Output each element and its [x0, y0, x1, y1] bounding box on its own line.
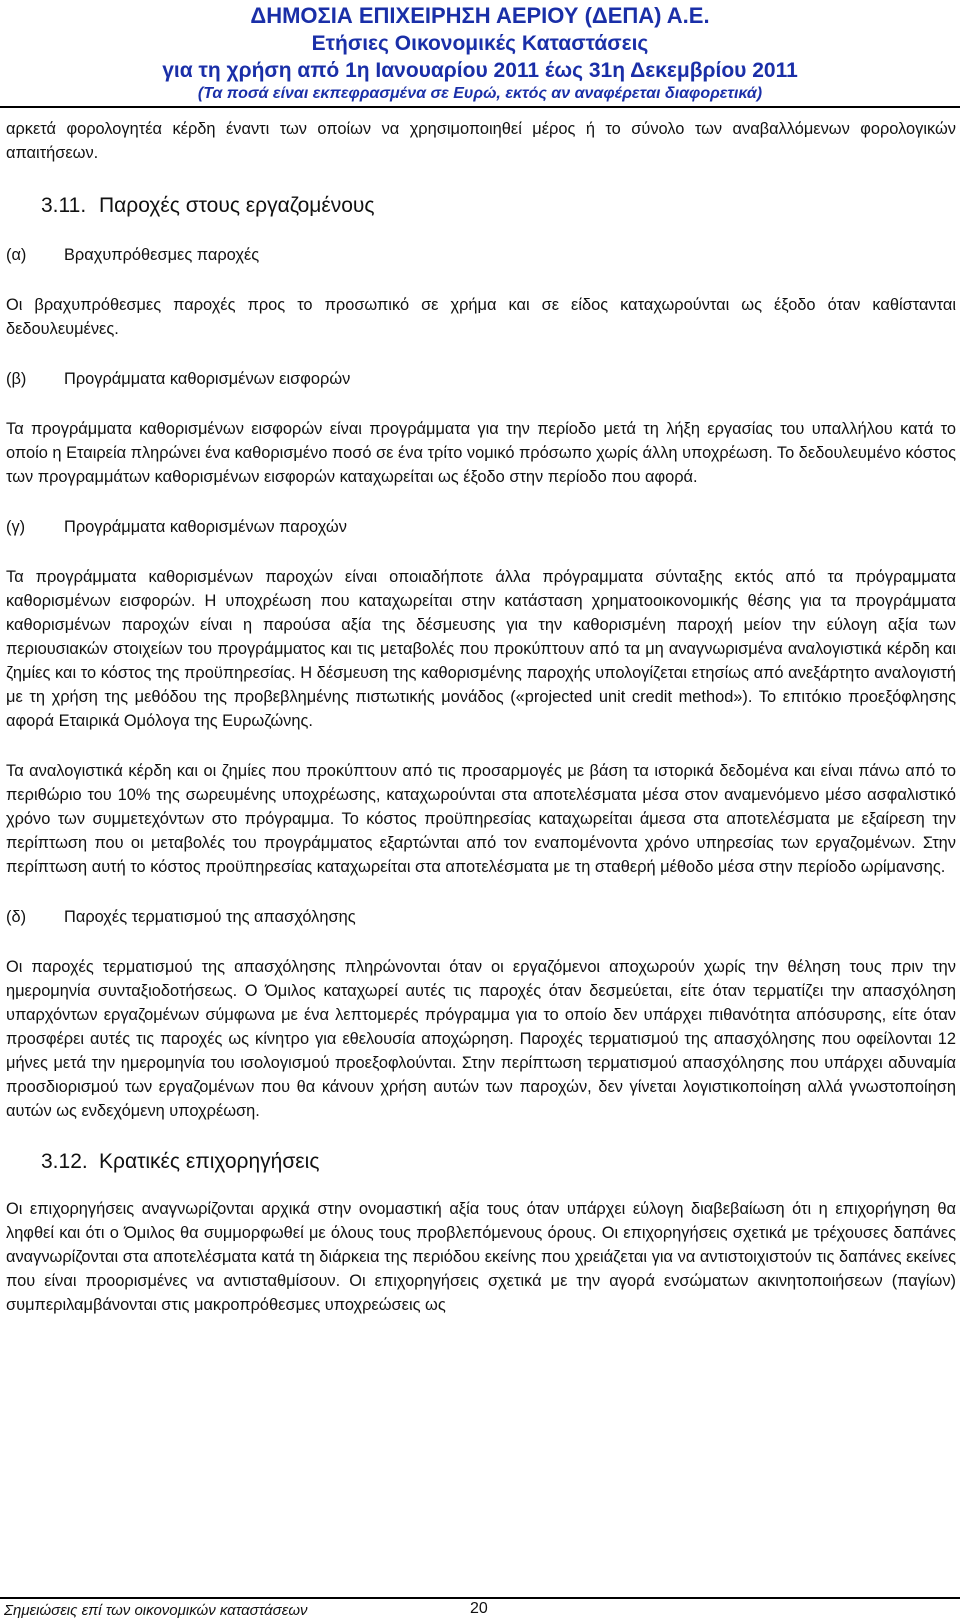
page-number: 20 — [470, 1600, 488, 1617]
subheading-title: Προγράμματα καθορισμένων παροχών — [64, 518, 347, 536]
subheading-b — [6, 367, 956, 391]
section-heading-3-12 — [6, 1147, 956, 1177]
subheading-marker: (δ) — [6, 908, 27, 926]
header-divider — [0, 106, 960, 108]
report-period: για τη χρήση από 1η Ιανουαρίου 2011 έως 31η Δεκεμβρίου 2011 — [162, 59, 798, 82]
subheading-title: Προγράμματα καθορισμένων εισφορών — [64, 370, 351, 388]
section-number: 3.11. — [41, 194, 87, 217]
subheading-marker: (β) — [6, 370, 27, 388]
subheading-title: Βραχυπρόθεσμες παροχές — [64, 246, 260, 264]
page-content — [6, 117, 956, 1317]
page-footer — [0, 1597, 960, 1622]
subheading-a — [6, 243, 956, 267]
company-name: ΔΗΜΟΣΙΑ ΕΠΙΧΕΙΡΗΣΗ ΑΕΡΙΟΥ (ΔΕΠΑ) Α.Ε. — [250, 3, 710, 28]
section-number: 3.12. — [41, 1150, 88, 1173]
section-title: Κρατικές επιχορηγήσεις — [99, 1150, 320, 1173]
paragraph-b1: Τα προγράμματα καθορισμένων εισφορών είναι προγράμματα για την περίοδο μετά τη λήξη εργασίας του υπαλλήλου κατά το οποίο η Εταιρεία πληρώνει ένα καθορισμένο ποσό σε ένα τρίτο νομικό πρόσωπο χωρίς άλλη υποχρέωση. Το δεδουλευμένο κόστος των προγραμμάτων καθορισμένων εισφορών καταχωρείται ως έξοδο στην περίοδο που αφορά. — [6, 420, 956, 486]
paragraph-a1: Οι βραχυπρόθεσμες παροχές προς το προσωπικό σε χρήμα και σε είδος καταχωρούνται ως έξοδο όταν καθίστανται δεδουλευμένες. — [6, 296, 956, 338]
subheading-marker: (α) — [6, 246, 27, 264]
paragraph-312-1: Οι επιχορηγήσεις αναγνωρίζονται αρχικά στην ονομαστική αξία τους όταν υπάρχει εύλογη διαβεβαίωση ότι η επιχορήγηση θα ληφθεί και ότι ο Όμιλος θα συμμορφωθεί με όλους τους προβλεπόμενους όρους. Οι επιχορηγήσεις σχετικά με τρέχουσες δαπάνες αναγνωρίζονται στα αποτελέσματα κατά τη διάρκεια της περιόδου εκείνης που χρειάζεται για να αντιστοιχιστούν τις δαπάνες εκείνες που είναι προορισμένες να αντισταθμίσουν. Οι επιχορηγήσεις σχετικά με την αγορά ενσώματων ακινητοποιήσεων (παγίων) συμπεριλαμβάνονται στις μακροπρόθεσμες υποχρεώσεις ως — [6, 1200, 956, 1314]
subheading-title: Παροχές τερματισμού της απασχόλησης — [64, 908, 356, 926]
paragraph-d1: Οι παροχές τερματισμού της απασχόλησης πληρώνονται όταν οι εργαζόμενοι αποχωρούν χωρίς την θέληση τους πριν την ημερομηνία συνταξιοδοτήσεως. Ο Όμιλος καταχωρεί αυτές τις παροχές όταν δεσμεύεται, είτε όταν τερματίζει την απασχόληση υπαρχόντων εργαζομένων σύμφωνα με ένα λεπτομερές πρόγραμμα για το οποίο δεν υπάρχει πιθανότητα απόσυρσης, είτε όταν προσφέρει αυτές τις παροχές ως κίνητρο για εθελουσία αποχώρηση. Παροχές τερματισμού της απασχόλησης που οφείλονται 12 μήνες μετά την ημερομηνία του ισολογισμού προεξοφλούνται. Στην περίπτωση τερματισμού απασχόλησης που υπάρχει αδυναμία προσδιορισμού των εργαζομένων που θα κάνουν χρήση αυτών των παροχών, δεν γίνεται λογιστικοποίηση αλλά γνωστοποίηση αυτών ως ενδεχόμενη υποχρέωση. — [6, 958, 956, 1120]
report-title: Ετήσιες Οικονομικές Καταστάσεις — [311, 32, 649, 55]
subheading-d — [6, 905, 956, 929]
paragraph-c2: Τα αναλογιστικά κέρδη και οι ζημίες που προκύπτουν από τις προσαρμογές με βάση τα ιστορικά δεδομένα και είναι πάνω από το περιθώριο του 10% της σωρευμένης υποχρέωσης, καταχωρούνται στα αποτελέσματα μέσα στον αναμενόμενο μέσο ασφαλιστικό χρόνο των συμμετεχόντων στο πρόγραμμα. Το κόστος προϋπηρεσίας καταχωρείται άμεσα στα αποτελέσματα με εξαίρεση την περίπτωση που οι μεταβολές του προγράμματος εξαρτώνται από τον εναπομένοντα χρόνο υπηρεσίας των εργαζομένων. Στην περίπτωση αυτή το κόστος προϋπηρεσίας καταχωρείται στα αποτελέσματα με τη σταθερή μέθοδο μέσα στην περίοδο ωρίμανσης. — [6, 762, 956, 876]
paragraph-c1: Τα προγράμματα καθορισμένων παροχών είναι οποιαδήποτε άλλα πρόγραμματα σύνταξης εκτός από τα πρόγραμματα καθορισμένων εισφορών. Η υποχρέωση που καταχωρείται στην κατάσταση χρηματοοικονομικής θέσης για τα προγράμματα καθορισμένων παροχών είναι η παρούσα αξία της δέσμευσης για την καθορισμένη παροχή μείον την εύλογη αξία των περιουσιακών στοιχείων του προγράμματος και τις μεταβολές που προκύπτουν από τα μη αναγνωρισμένα αναλογιστικά κέρδη και ζημίες και το κόστος της προϋπηρεσίας. Η δέσμευση της καθορισμένης παροχής υπολογίζεται ετησίως από ανεξάρτητο αναλογιστή με τη χρήση της μεθόδου της προβεβλημένης πιστωτικής μονάδος («projected unit credit method»). Το επιτόκιο προεξόφλησης αφορά Εταιρικά Ομόλογα της Ευρωζώνης. — [6, 568, 956, 730]
subheading-marker: (γ) — [6, 518, 26, 536]
section-heading-3-11 — [6, 191, 956, 221]
subheading-c — [6, 515, 956, 539]
currency-note: (Τα ποσά είναι εκπεφρασμένα σε Ευρώ, εκτός αν αναφέρεται διαφορετικά) — [197, 85, 763, 102]
intro-paragraph: αρκετά φορολογητέα κέρδη έναντι των οποίων να χρησιμοποιηθεί μέρος ή το σύνολο των αναβαλλόμενων φορολογικών απαιτήσεων. — [6, 120, 956, 162]
section-title: Παροχές στους εργαζομένους — [99, 194, 375, 217]
footer-label: Σημειώσεις επί των οικονομικών καταστάσεων — [4, 1602, 308, 1619]
page-header — [0, 0, 960, 106]
